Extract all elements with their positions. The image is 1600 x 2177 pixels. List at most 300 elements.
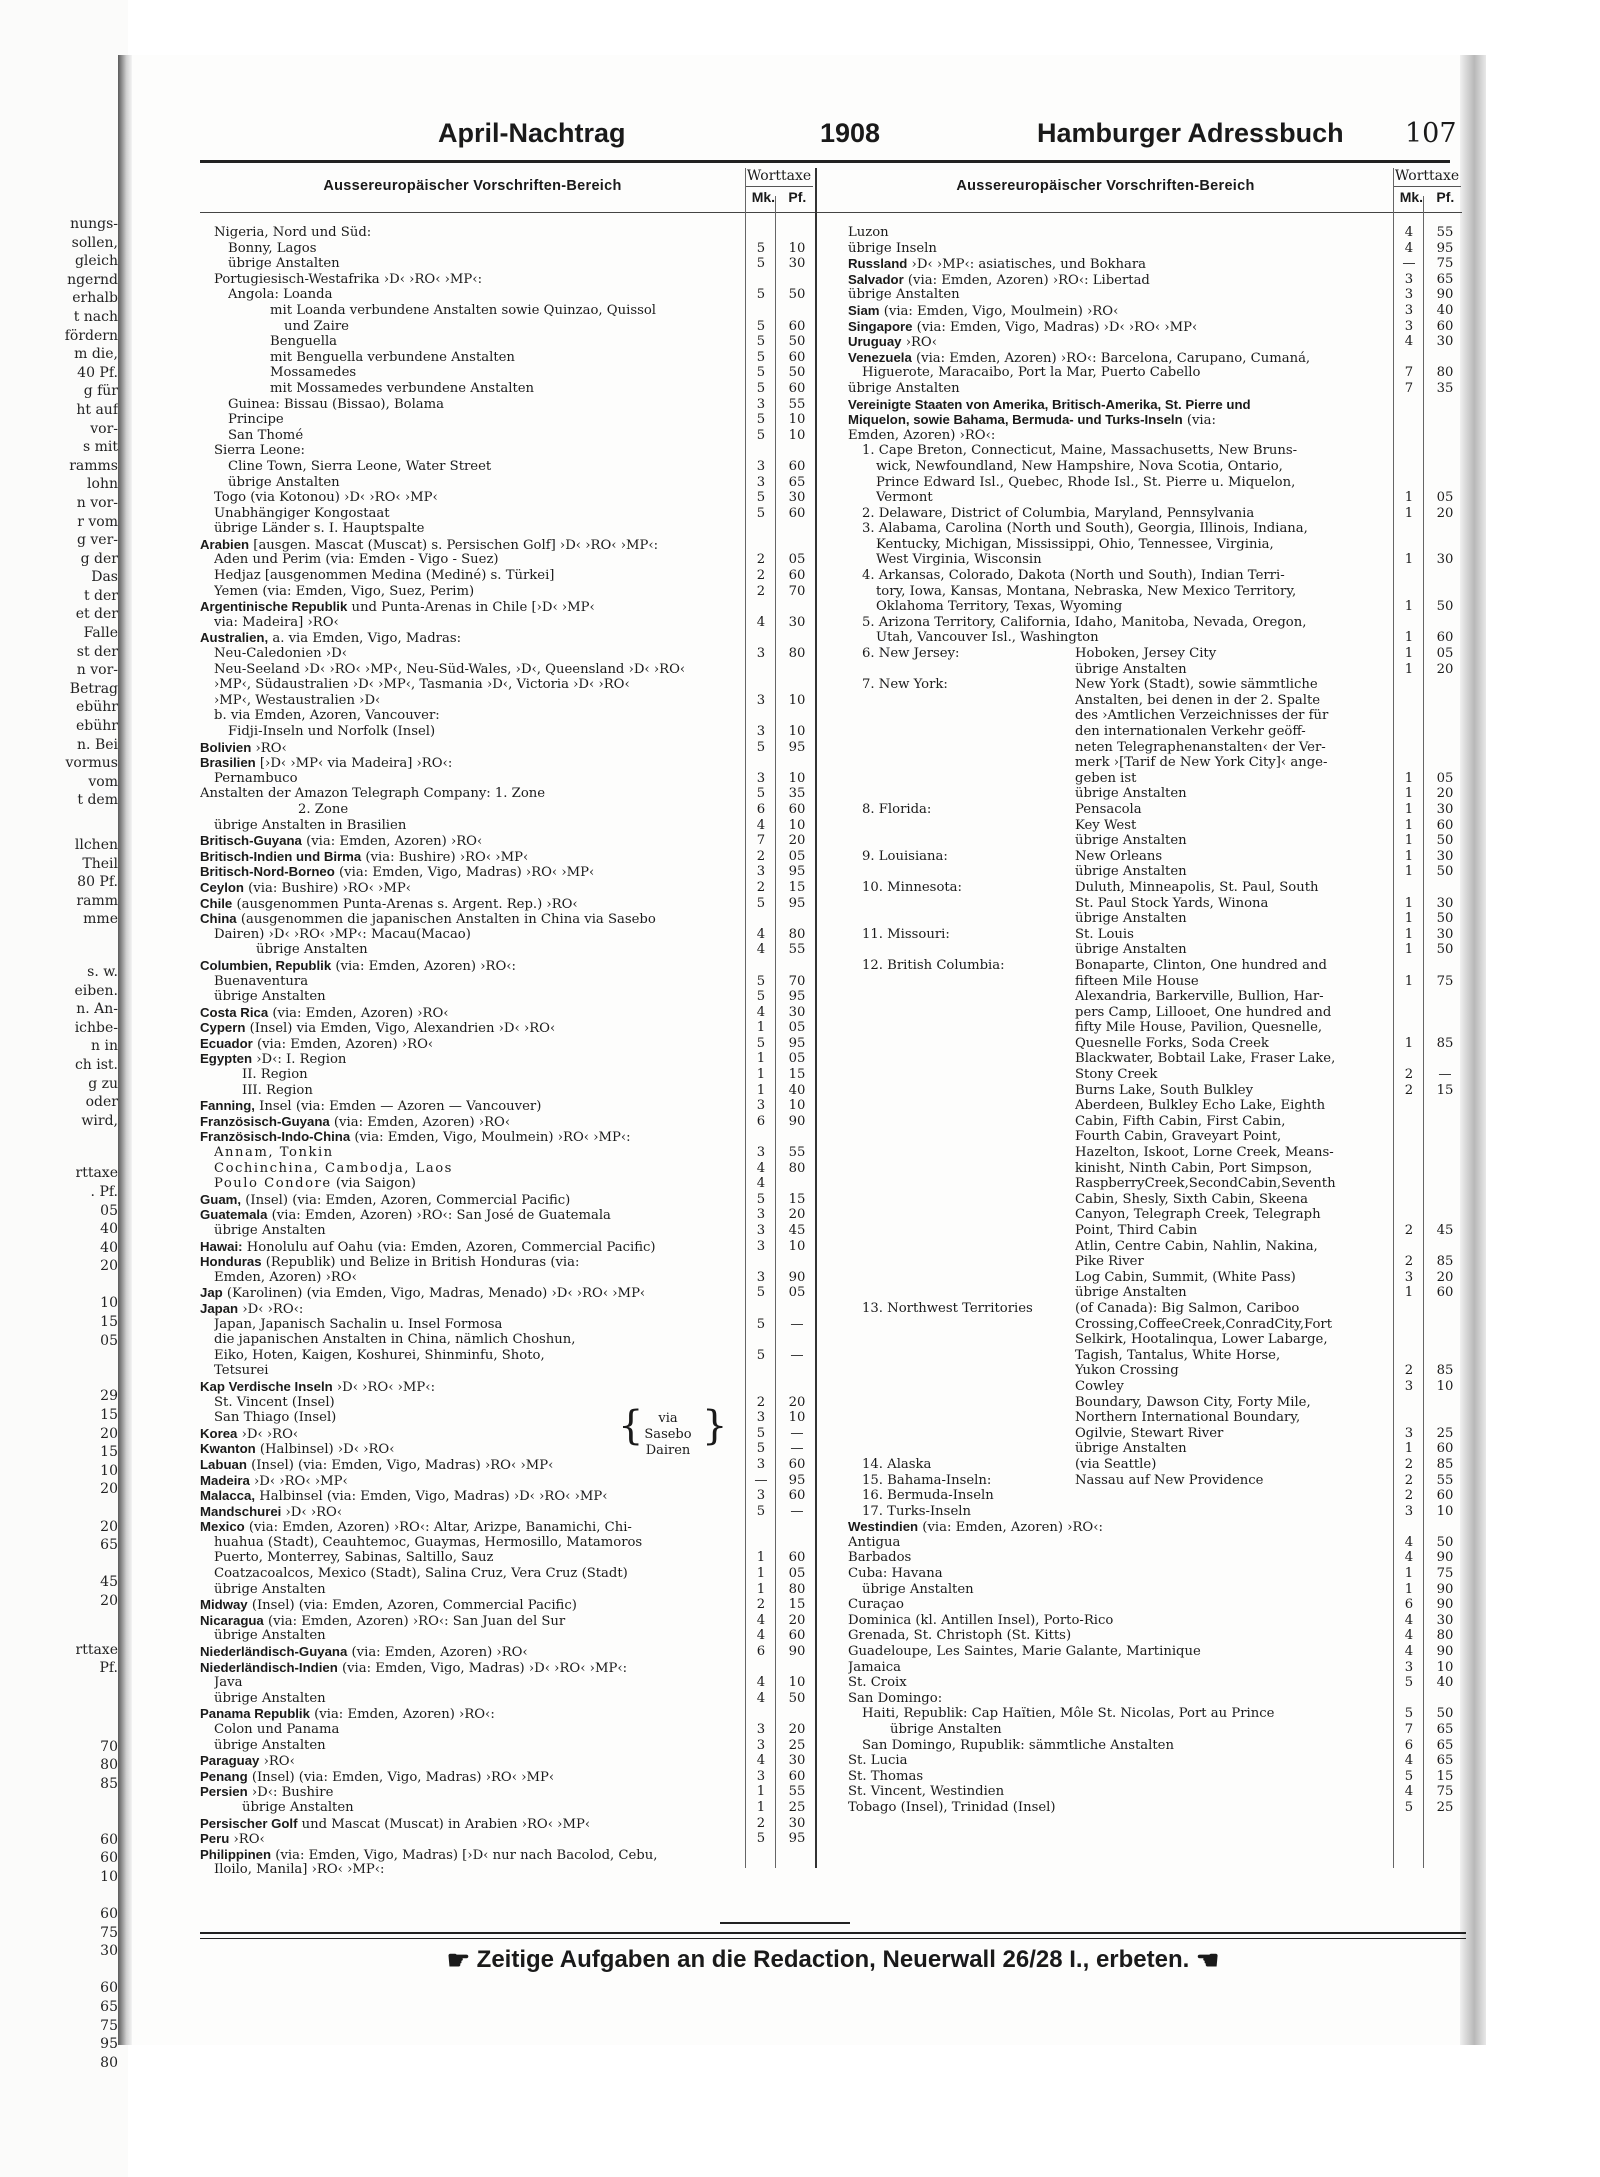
table-row [848,303,1468,319]
table-row [200,1020,820,1036]
entry-text [214,1161,740,1177]
table-row [200,1348,820,1364]
table-row [848,381,1468,397]
entry-detail: (via: Emden, Azoren) ›RO‹: San José de Guatemala [267,1208,611,1224]
table-row [848,833,1468,849]
sub-entry: des ›Amtlichen Verzeichnisses der für [1075,708,1329,724]
table-row [200,599,820,615]
entry-detail: übrige Anstalten [242,1799,354,1815]
table-row [200,521,820,537]
entry-detail: 10. Minnesota: [862,879,962,895]
rate-mark: 3 [756,1098,766,1114]
entry-text [200,1831,740,1848]
entry-text [200,1005,740,1022]
entry-text [848,241,1388,257]
rate-mark: 3 [756,1269,766,1285]
rate-pfennig: 35 [1436,380,1454,396]
rate-pfennig: 50 [1436,864,1454,880]
entry-detail: wick, Newfoundland, New Hampshire, Nova Scotia, Ontario, [876,458,1283,474]
entry-text [214,1270,740,1286]
table-row [200,1753,820,1769]
margin-text: ngernd [67,271,118,288]
table-row [200,1254,820,1270]
rate-mark: 2 [756,848,766,864]
table-row [200,755,820,771]
entry-text [214,1691,740,1707]
rate-pfennig: 10 [788,724,806,739]
entry-detail: übrige Anstalten [214,1223,326,1238]
table-row [200,1161,820,1177]
margin-text: vor- [90,420,118,437]
rate-pfennig: 05 [1436,646,1454,662]
table-row [848,225,1468,241]
entry-text [200,1769,740,1786]
entry-detail: (via: Emden, Azoren) ›RO‹: Libertad [903,272,1150,288]
rate-mark: 6 [756,1113,766,1129]
entry-text [200,1597,740,1614]
entry-text [200,1207,740,1224]
rate-mark: 4 [1404,1612,1414,1628]
rate-pfennig: 60 [788,1768,806,1784]
rate-pfennig: 10 [788,1238,806,1254]
country-name: Kwanton [200,1441,256,1457]
table-row [848,1441,1468,1457]
rate-mark: 1 [1404,817,1414,833]
table-row [848,1114,1468,1130]
rate-mark: 5 [756,1441,766,1457]
country-name: Niederländisch-Indien [200,1659,338,1675]
margin-number: 10 [100,1462,118,1479]
entry-detail: Jamaica [848,1659,901,1675]
margin-number: 10 [100,1295,118,1312]
rate-pfennig: 85 [1436,1363,1454,1379]
margin-number [0,1555,118,1574]
table-row [200,1270,820,1286]
entry-text [848,256,1388,273]
rate-pfennig: 55 [788,396,806,412]
rate-pfennig: 10 [788,1410,806,1426]
rate-pfennig: 20 [788,1612,806,1628]
country-name: Russland [848,256,908,272]
table-row [848,1192,1468,1208]
table-row [848,927,1468,943]
country-name: Ecuador [200,1035,253,1051]
rate-pfennig: 50 [788,287,806,303]
table-row [848,1706,1468,1722]
rate-pfennig: 20 [788,833,806,849]
table-row [200,256,820,272]
rate-mark: 1 [1404,770,1414,786]
rate-pfennig: 60 [788,318,806,334]
entry-text [200,786,740,802]
country-name: Peru [200,1831,230,1847]
sub-entry: übrige Anstalten [1075,833,1187,849]
footer-short-rule [720,1922,850,1924]
rate-pfennig: 50 [1436,833,1454,849]
margin-number: 20 [100,1425,118,1442]
rate-pfennig: 60 [1436,1285,1454,1301]
country-name: Salvador [848,271,904,287]
entry-detail: Benguella [270,334,338,350]
entry-detail: Puerto, Monterrey, Sabinas, Saltillo, Sauz [214,1550,494,1566]
margin-text: fördern [64,327,118,344]
sub-entry: pers Camp, Lillooet, One hundred and [1075,1004,1332,1020]
entry-text [200,1488,740,1505]
table-row [848,1628,1468,1644]
rate-mark: 1 [756,1550,766,1566]
rate-mark: 1 [1404,599,1414,615]
rate-mark: 3 [756,864,766,880]
rate-mark: 1 [1404,848,1414,864]
sub-entry: übrige Anstalten [1075,864,1187,880]
entry-text [848,1613,1388,1629]
entry-text [890,1722,1388,1738]
table-row [848,974,1468,990]
table-row [848,350,1468,366]
table-row [200,1550,820,1566]
entry-detail: Anstalten der Amazon Telegraph Company: 1. Zone [200,786,546,802]
entry-detail: (Insel) (via: Emden, Vigo, Madras) ›RO‹ ›MP‹ [247,1769,555,1785]
entry-detail: Java [214,1675,243,1691]
rate-mark: 3 [756,396,766,412]
table-row [200,1769,820,1785]
margin-text: et der [75,606,118,623]
entry-text [862,615,1388,631]
margin-number: 40 [100,1239,118,1256]
entry-text [214,1535,740,1551]
sub-entry: Bonaparte, Clinton, One hundred and [1075,957,1327,973]
rate-mark: 5 [756,1425,766,1441]
entry-text [228,459,740,475]
entry-text [214,989,740,1005]
entry-text [270,350,740,366]
rate-mark: 1 [756,1566,766,1582]
country-name: Costa Rica [200,1004,269,1020]
rate-mark: 3 [756,1223,766,1238]
table-row [848,1161,1468,1177]
rate-pfennig: 60 [788,380,806,396]
rate-pfennig: 15 [788,1597,806,1613]
rate-pfennig: 95 [788,1035,806,1051]
rate-pfennig: 85 [1436,1254,1454,1270]
entry-detail: (via: [1182,413,1216,429]
rate-pfennig: 55 [788,942,806,958]
entry-detail: übrige Anstalten [214,1737,326,1753]
entry-text [214,677,740,693]
rate-mark: 1 [1404,786,1414,802]
rate-mark: 1 [756,1799,766,1815]
margin-text: ch ist. [74,1056,118,1073]
entry-detail: Unabhängiger Kongostaat [214,505,390,521]
table-row [200,1847,820,1863]
entry-text [214,927,740,943]
sub-entry: Yukon Crossing [1075,1363,1179,1379]
rate-mark: 5 [756,739,766,755]
entry-text [848,350,1388,367]
entry-text [214,490,740,506]
country-name: Miquelon, sowie Bahama, Bermuda- und Turks-Inseln [848,412,1183,428]
margin-number: 05 [100,1332,118,1349]
entry-detail: St. Croix [848,1675,907,1691]
entry-text [200,1660,740,1677]
rate-mark: 2 [1404,1456,1414,1472]
page-number: 107 [1405,118,1457,149]
entry-detail: (ausgenommen die japanischen Anstalten in China via Sasebo [236,912,656,928]
table-row [200,662,820,678]
table-row [848,942,1468,958]
sub-entry: Cabin, Shesly, Sixth Cabin, Skeena [1075,1191,1309,1207]
table-row [200,1067,820,1083]
rate-pfennig: 85 [1436,1456,1454,1472]
rate-pfennig: 95 [788,1831,806,1847]
rate-pfennig: 50 [1436,1706,1454,1722]
table-row [200,1644,820,1660]
table-row [200,334,820,350]
rate-pfennig: 30 [788,256,806,272]
table-row [200,1628,820,1644]
rate-pfennig: 75 [1436,256,1454,272]
rate-pfennig: 35 [788,786,806,802]
rate-pfennig: 65 [1436,1753,1454,1769]
margin-number: 20 [100,1481,118,1498]
entry-detail: (via: Emden, Azoren) ›RO‹ [252,1036,434,1052]
sub-entry: den internationalen Verkehr geöff- [1075,724,1306,739]
rate-mark: 3 [1404,302,1414,318]
table-row [200,1582,820,1598]
entry-detail: 2. Zone [298,801,349,817]
rate-pfennig: 60 [788,458,806,474]
margin-number: 60 [100,1980,118,1997]
rate-pfennig: 60 [1436,1441,1454,1457]
table-row [200,989,820,1005]
rate-mark: 2 [756,552,766,568]
entry-text [200,1020,740,1037]
rate-mark: 5 [756,1035,766,1051]
margin-text: ht auf [76,401,118,418]
entry-text [214,818,740,834]
country-name: Korea [200,1425,238,1441]
table-row [200,506,820,522]
entry-text [214,506,740,522]
table-row [848,1207,1468,1223]
entry-text [848,1753,1388,1769]
table-row [200,1332,820,1348]
table-row [848,771,1468,787]
margin-number: 65 [100,1537,118,1554]
table-row [848,677,1468,693]
rate-mark: 4 [756,1176,766,1192]
margin-text: g zu [88,1075,118,1092]
rate-mark: 1 [1404,505,1414,521]
entry-detail: St. Vincent (Insel) [214,1394,335,1410]
country-name: Westindien [848,1519,919,1535]
margin-text: ramms [69,457,118,474]
entry-text [200,1457,740,1474]
rate-pfennig: 90 [788,1644,806,1660]
entry-detail: (via: Emden, Vigo, Madras) ›D‹ ›RO‹ ›MP‹: [337,1660,628,1676]
entry-text [200,1504,740,1521]
table-row [848,864,1468,880]
margin-text: 40 Pf. [77,364,118,381]
table-row [200,958,820,974]
table-row [200,552,820,568]
rate-pfennig: 95 [788,1472,806,1488]
brace-note-line: Dairen [645,1443,691,1458]
footer-text: Zeitige Aufgaben an die Redaction, Neuerwall 26/28 I., erbeten. [476,1945,1190,1973]
entry-text [200,1784,740,1801]
rate-mark: 4 [756,1160,766,1176]
sub-entry: Alexandria, Barkerville, Bullion, Har- [1075,989,1324,1005]
table-row [200,1098,820,1114]
margin-text: Falle [83,625,118,642]
entry-detail: Prince Edward Isl., Quebec, Rhode Isl., St. Pierre u. Miquelon, [876,474,1296,490]
rate-pfennig: 10 [788,427,806,443]
margin-number: 29 [100,1388,118,1405]
table-row [848,1145,1468,1161]
table-row [848,989,1468,1005]
rate-pfennig: 65 [788,474,806,490]
table-row [848,506,1468,522]
rate-mark: 5 [756,240,766,256]
footer-notice [200,1945,1466,1976]
rate-mark: 5 [1404,1675,1414,1691]
table-row [848,880,1468,896]
margin-number: 85 [100,1775,118,1792]
entry-detail: Hedjaz [ausgenommen Medina (Mediné) s. Türkei] [214,568,555,584]
table-row [848,1769,1468,1785]
table-row [200,1519,820,1535]
entry-text [848,334,1388,351]
entry-text [214,272,740,288]
rate-pfennig: 30 [788,1004,806,1020]
table-row [200,1176,820,1192]
table-row [200,1691,820,1707]
rate-mark: 5 [756,380,766,396]
entry-text [876,630,1388,646]
rate-pfennig: 70 [788,973,806,989]
margin-number: 95 [100,2036,118,2053]
rate-pfennig: 10 [788,240,806,256]
rate-pfennig: 60 [1436,318,1454,334]
table-row [200,303,820,319]
rate-mark: 5 [756,1285,766,1301]
country-name: Arabien [200,536,250,552]
entry-detail: Pernambuco [214,770,298,786]
table-row [200,397,820,413]
rate-mark: 4 [1404,1753,1414,1769]
entry-text [200,599,740,616]
entry-detail: Emden, Azoren) ›RO‹ [214,1269,357,1285]
entry-text [200,958,740,975]
rate-mark: 2 [1404,1363,1414,1379]
entry-text [242,1067,740,1083]
rate-pfennig: 55 [1436,225,1454,240]
rate-mark: 3 [1404,1378,1414,1394]
entry-detail: 1. Cape Breton, Connecticut, Maine, Massachusetts, New Bruns- [862,443,1298,459]
entry-detail: übrige Anstalten [214,1581,326,1597]
sub-entry: geben ist [1075,770,1137,786]
entry-text [214,1675,740,1691]
table-row [200,646,820,662]
table-row [848,1379,1468,1395]
entry-detail: Tetsurei [214,1363,269,1379]
rate-pfennig: — [790,1441,804,1457]
entry-detail: Coatzacoalcos, Mexico (Stadt), Salina Cruz, Vera Cruz (Stadt) [214,1566,628,1582]
table-row [200,1114,820,1130]
table-row [200,1800,820,1816]
table-row [200,287,820,303]
table-row [200,443,820,459]
rate-pfennig: 30 [788,1815,806,1831]
rate-mark: 3 [756,1410,766,1426]
rate-pfennig: 15 [1436,1768,1454,1784]
rate-pfennig: 65 [1436,271,1454,287]
entry-detail: Bonny, Lagos [228,240,317,256]
rate-mark: 3 [756,1488,766,1504]
sub-entry: St. Paul Stock Yards, Winona [1075,895,1269,911]
sub-entry: Point, Third Cabin [1075,1223,1198,1238]
entry-detail: Emden, Azoren) ›RO‹: [848,427,996,443]
entry-detail: ›RO‹ [229,1832,265,1848]
margin-number: 60 [100,1906,118,1923]
entry-detail: Haiti, Republik: Cap Haïtien, Môle St. Nicolas, Port au Prince [862,1706,1275,1722]
rate-mark: 5 [1404,1768,1414,1784]
sub-entry: Fourth Cabin, Graveyart Point, [1075,1129,1282,1145]
table-row [200,537,820,553]
entry-detail: übrige Anstalten [228,256,340,272]
margin-text: ebühr [76,718,118,735]
table-row [200,1660,820,1676]
table-row [200,927,820,943]
margin-gap [0,929,118,963]
entry-text [270,334,740,350]
rate-mark: 5 [756,256,766,272]
entry-detail: (Insel) via Emden, Vigo, Alexandrien ›D‹ ›RO‹ [245,1021,556,1037]
rate-mark: 1 [1404,926,1414,942]
margin-text: Betrag [69,680,118,697]
rate-mark: 4 [756,817,766,833]
table-row [200,1083,820,1099]
table-row [848,802,1468,818]
entry-detail: 14. Alaska [862,1456,932,1472]
entry-text [214,225,740,241]
rate-pfennig: 40 [788,1082,806,1098]
table-row [848,1005,1468,1021]
rate-pfennig: 15 [1436,1082,1454,1098]
rate-mark: 2 [756,568,766,584]
table-row [848,1504,1468,1520]
entry-detail: tory, Iowa, Kansas, Montana, Nebraska, New Mexico Territory, [876,583,1297,599]
table-row [200,1613,820,1629]
entry-detail: ›D‹: Bushire [247,1785,334,1801]
entry-detail: und Zaire [284,318,349,334]
entry-text [848,1519,1388,1536]
table-row [848,584,1468,600]
entry-detail: übrige Anstalten [214,1628,326,1644]
right-column [848,225,1468,1816]
table-row [848,1239,1468,1255]
rate-pfennig: 30 [1436,552,1454,568]
entry-detail: (via: Emden, Azoren) ›RO‹: [309,1707,495,1723]
rate-pfennig: 25 [788,1799,806,1815]
entry-detail: III. Region [242,1082,313,1098]
sub-entry: Blackwater, Bobtail Lake, Fraser Lake, [1075,1051,1336,1067]
table-row [200,1301,820,1317]
entry-detail: [›D‹ ›MP‹ via Madeira] ›RO‹: [255,756,453,772]
table-row [848,1488,1468,1504]
margin-text: Theil [82,855,118,872]
rate-pfennig: 80 [788,646,806,662]
